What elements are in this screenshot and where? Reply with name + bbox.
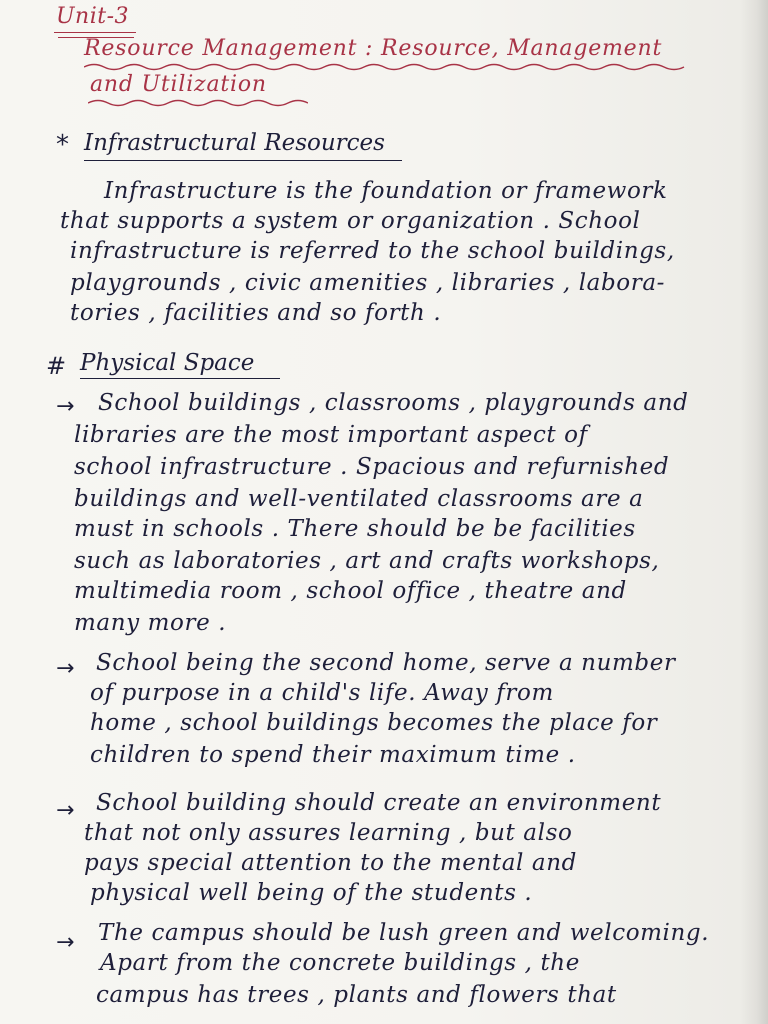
point3-line-3: pays special attention to the mental and bbox=[84, 850, 577, 876]
infra-line-3: infrastructure is referred to the school buildings, bbox=[70, 238, 675, 264]
asterisk-icon: * bbox=[56, 130, 69, 160]
point2-line-3: home , school buildings becomes the place for bbox=[90, 710, 658, 736]
arrow-bullet-icon: → bbox=[56, 930, 75, 955]
page-title-line-1: Resource Management : Resource, Management bbox=[84, 36, 663, 61]
point3-line-2: that not only assures learning , but also bbox=[84, 820, 573, 846]
arrow-bullet-icon: → bbox=[56, 798, 75, 823]
unit-heading: Unit-3 bbox=[56, 4, 130, 29]
arrow-bullet-icon: → bbox=[56, 656, 75, 681]
hash-icon: # bbox=[46, 352, 67, 380]
section-heading-physical-space: Physical Space bbox=[80, 350, 255, 376]
point4-line-2: Apart from the concrete buildings , the bbox=[100, 950, 580, 976]
infra-line-2: that supports a system or organization . School bbox=[60, 208, 641, 234]
infra-line-5: tories , facilities and so forth . bbox=[70, 300, 442, 326]
point1-line-5: must in schools . There should be be facilities bbox=[74, 516, 636, 542]
arrow-bullet-icon: → bbox=[56, 394, 75, 419]
point4-line-1: The campus should be lush green and welcoming. bbox=[98, 920, 710, 946]
point1-line-1: School buildings , classrooms , playgrounds and bbox=[98, 390, 689, 416]
point4-line-3: campus has trees , plants and flowers that bbox=[96, 982, 617, 1008]
section-heading-infrastructural: Infrastructural Resources bbox=[84, 130, 385, 156]
point1-line-4: buildings and well-ventilated classrooms are a bbox=[74, 486, 644, 512]
title-wavy-underline-1 bbox=[84, 62, 704, 72]
title-wavy-underline-2 bbox=[88, 98, 308, 108]
point1-line-3: school infrastructure . Spacious and refurnished bbox=[74, 454, 670, 480]
point2-line-2: of purpose in a child's life. Away from bbox=[90, 680, 554, 706]
point3-line-1: School building should create an environment bbox=[96, 790, 662, 816]
unit-underline bbox=[54, 32, 136, 33]
point2-line-4: children to spend their maximum time . bbox=[90, 742, 576, 768]
point1-line-2: libraries are the most important aspect of bbox=[74, 422, 588, 448]
point1-line-7: multimedia room , school office , theatre and bbox=[74, 578, 627, 604]
point1-line-8: many more . bbox=[74, 610, 227, 636]
point2-line-1: School being the second home, serve a number bbox=[96, 650, 676, 676]
infra-line-4: playgrounds , civic amenities , libraries , labora- bbox=[70, 270, 666, 296]
infra-line-1: Infrastructure is the foundation or framework bbox=[104, 178, 668, 204]
point3-line-4: physical well being of the students . bbox=[90, 880, 533, 906]
point1-line-6: such as laboratories , art and crafts workshops, bbox=[74, 548, 660, 574]
section-underline-infrastructural bbox=[84, 160, 402, 161]
page-binding-shadow bbox=[740, 0, 768, 1024]
page-title-line-2: and Utilization bbox=[90, 72, 267, 97]
section-underline-physical bbox=[80, 378, 280, 379]
